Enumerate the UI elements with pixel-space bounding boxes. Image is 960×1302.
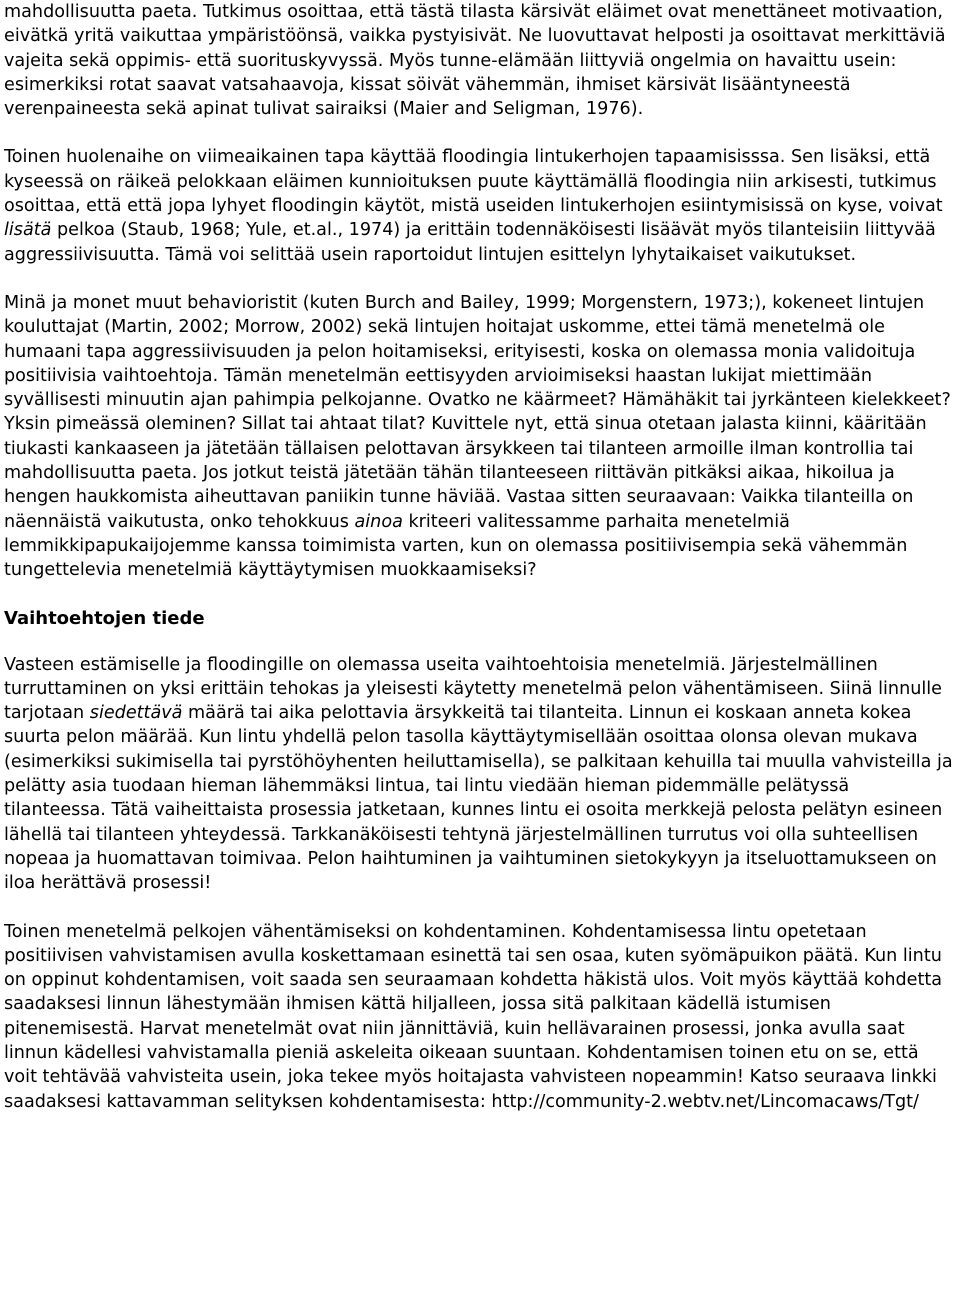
section-heading: Vaihtoehtojen tiede — [4, 607, 205, 629]
emphasis-text: ainoa — [354, 511, 403, 532]
paragraph-text: pelkoa (Staub, 1968; Yule, et.al., 1974) ja erittäin todennäköisesti lisäävät myös tilanteisiin liittyvää aggressiivisuutta. Tämä voi selittää usein raportoidut lintujen esittelyn lyhytaikaiset vaikutukset. — [4, 220, 936, 265]
paragraph-spacer — [4, 267, 956, 291]
heading-spacer — [4, 631, 956, 653]
paragraph-text: Vasteen estämiselle ja floodingille on olemassa useita vaihtoehtoisia menetelmiä. Järjestelmällinen turruttaminen on yksi erittäin tehokas ja yleisesti käytetty menetelmä pelon vähentämiseen. Siinä linnulle tarjotaan — [4, 654, 942, 724]
emphasis-text: siedettävä — [89, 703, 183, 724]
paragraph-text: Minä ja monet muut behavioristit (kuten Burch and Bailey, 1999; Morgenstern, 1973;), kokeneet lintujen kouluttajat (Martin, 2002; Morrow, 2002) sekä lintujen hoitajat uskomme, ettei tämä menetelmä ole humaani tapa aggressiivisuuden ja pelon hoitamiseksi, erityisesti, koska on olemassa monia validoituja positiivisia vaihtoehtoja. Tämän menetelmän eettisyyden arvioimiseksi haastan lukijat miettimään syvällisesti minuutin ajan pahimpia pelkojanne. Ovatko ne käärmeet? Hämähäkit tai jyrkänteen kielekkeet? Yksin pimeässä oleminen? Sillat tai ahtaat tilat? Kuvittele nyt, että sinua otetaan jalasta kiinni, kääritään tiukasti kankaaseen ja jätetään tällaisen pelottavan ärsykkeen tai tilanteen armoille ilman kontrollia tai mahdollisuutta paeta. Jos jotkut teistä jätetään tähän tilanteeseen riittävän pitkäksi aikaa, hikoilua ja hengen haukkomista aiheuttavan paniikin tunne häviää. Vastaa sitten seuraavaan: Vaikka tilanteilla on näennäistä vaikutusta, onko tehokkuus — [4, 292, 951, 532]
heading-spacer — [4, 583, 956, 607]
paragraph-text: kriteeri valitessamme parhaita menetelmiä lemmikkipapukaijojemme kanssa toimimista varten, kun on olemassa positiivisempia sekä vähemmän tungettelevia menetelmiä käyttäytymisen muokkaamiseksi? — [4, 511, 908, 581]
paragraph-text: määrä tai aika pelottavia ärsykkeitä tai tilanteita. Linnun ei koskaan anneta kokea suurta pelon määrää. Kun lintu yhdellä pelon tasolla käyttäytymisellään osoittaa olonsa olevan mukava (esimerkiksi sukimisella tai pyrstöhöyhenten heiluttamisella), se palkitaan kehuilla tai muulla vahvisteilla ja pelätty asia tuodaan hieman lähemmäksi lintua, tai lintu viedään hieman pidemmälle pelätyssä tilanteessa. Tätä vaiheittaista prosessia jatketaan, kunnes lintu ei osoita merkkejä pelosta pelätyn esineen lähellä tai tilanteen yhteydessä. Tarkkanäköisesti tehtynä järjestelmällinen turrutus voi olla suhteellisen nopeaa ja huomattavan toimivaa. Pelon haihtuminen ja vaihtuminen sietokykyyn ja itseluottamukseen on iloa herättävä prosessi! — [4, 703, 953, 894]
paragraph-text: Toinen huolenaihe on viimeaikainen tapa käyttää floodingia lintukerhojen tapaamisisssa. Sen lisäksi, että kyseessä on räikeä pelokkaan eläimen kunnioituksen puute käyttämällä floodingia niin arkisesti, tutkimus osoittaa, että että jopa lyhyet floodingin käytöt, mistä useiden lintukerhojen esiintymisissä on kyse, voivat — [4, 147, 943, 217]
paragraph-learned-helplessness — [4, 0, 956, 121]
paragraph-targeting — [4, 920, 956, 1114]
paragraph-spacer — [4, 896, 956, 920]
paragraph-text: mahdollisuutta paeta. Tutkimus osoittaa, että tästä tilasta kärsivät eläimet ovat menettäneet motivaation, eivätkä yritä vaikuttaa ympäristöönsä, vaikka pystyisivät. Ne luovuttavat helposti ja osoittavat merkittäviä vajeita sekä oppimis- että suorituskyvyssä. Myös tunne-elämään liittyviä ongelmia on havaittu usein: esimerkiksi rotat saavat vatsahaavoja, kissat söivät vähemmän, ihmiset kärsivät lisääntyneestä verenpaineesta sekä apinat tulivat sairaiksi (Maier and Seligman, 1976). — [4, 2, 946, 120]
paragraph-desensitization — [4, 653, 956, 896]
emphasis-text: lisätä — [4, 220, 52, 241]
paragraph-flooding-concern — [4, 145, 956, 266]
paragraph-spacer — [4, 121, 956, 145]
paragraph-behaviorists — [4, 291, 956, 583]
paragraph-text: Toinen menetelmä pelkojen vähentämiseksi on kohdentaminen. Kohdentamisessa lintu opetetaan positiivisen vahvistamisen avulla koskettamaan esinettä tai sen osaa, kuten syömäpuikon päätä. Kun lintu on oppinut kohdentamisen, voit saada sen seuraamaan kohdetta häkistä ulos. Voit myös käyttää kohdetta saadaksesi linnun lähestymään ihmisen kättä hiljalleen, jossa sitä palkitaan kädellä istumisen pitenemisestä. Harvat menetelmät ovat niin jännittäviä, kuin hellävarainen prosessi, jonka avulla saat linnun kädellesi vahvistamalla pieniä askeleita oikeaan suuntaan. Kohdentamisen toinen etu on se, että voit tehtävää vahvisteita usein, joka tekee myös hoitajasta vahvisteen nopeammin! Katso seuraava linkki saadaksesi kattavamman selityksen kohdentamisesta: http://community-2.webtv.net/Lincomacaws/Tgt/ — [4, 921, 943, 1112]
